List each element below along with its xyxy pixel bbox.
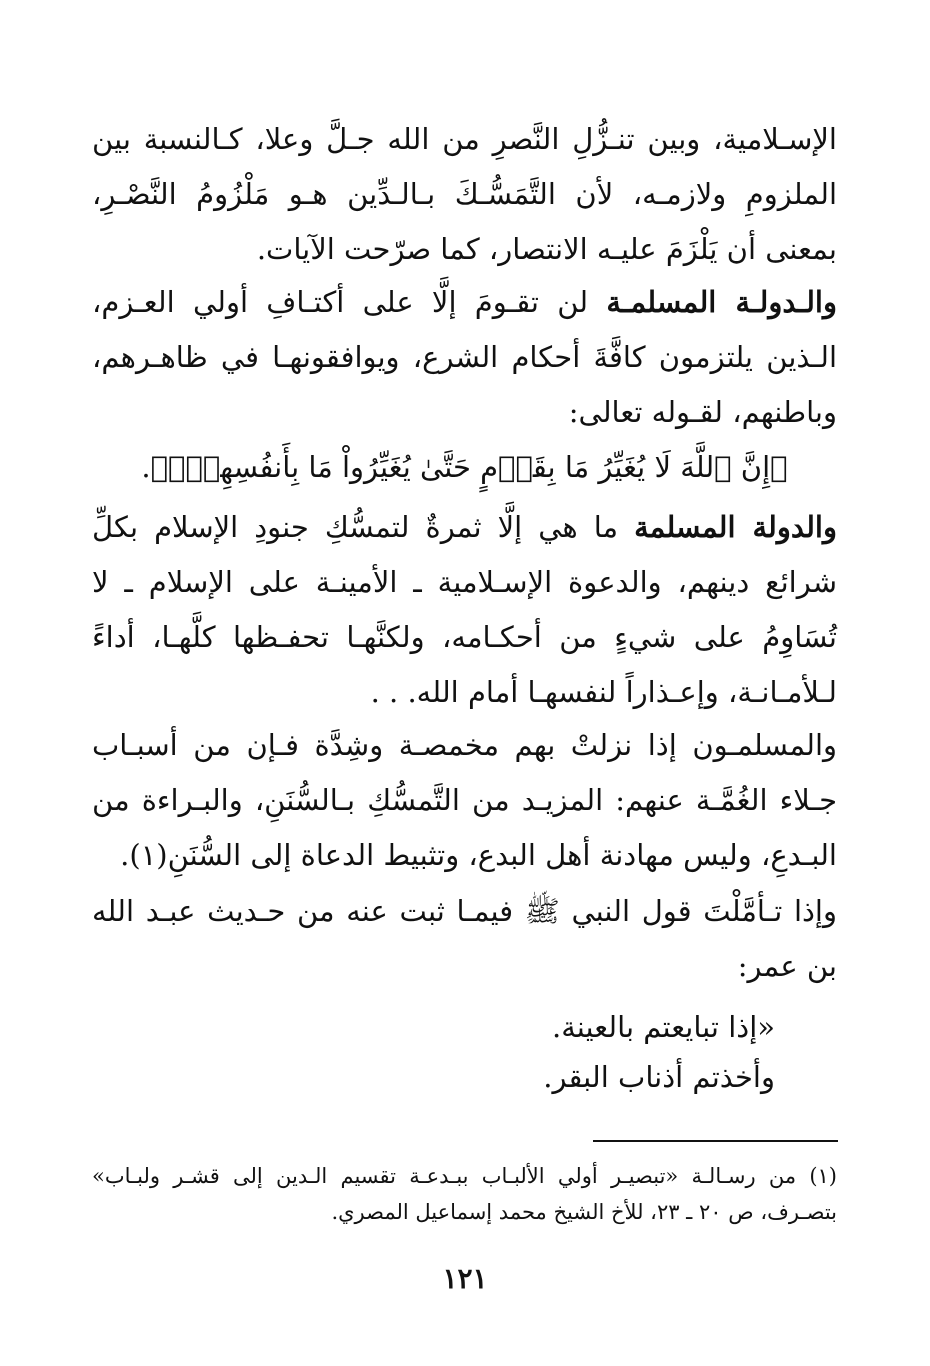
- paragraph-1: الإسـلامية، وبين تنـزُّلِ النَّصرِ من الله جـلَّ وعلا، كـالنسبة بين الملزومِ ولازمـه، لأن التَّمَسُّـكَ بـالـدِّين هـو مَلْزُومُ النَّصْـرِ، بمعنى أن يَلْزَمَ عليـه الانتصار، كما صرّحت الآيات.: [92, 122, 837, 266]
- paragraph-2: [92, 275, 837, 440]
- paragraph-2-lead: والـدولـة المسلمـة: [606, 285, 837, 319]
- footnote: (١) من رسـالـة «تبصيـر أولي الألبـاب ببـدعـة تقسيم الـدين إلى قشـر ولبـاب» بتصـرف، ص ٢٠ ـ ٢٣، للأخ الشيخ محمد إسماعيل المصري.: [92, 1164, 837, 1224]
- paragraph-3: [92, 500, 837, 720]
- quran-verse: ﴿إِنَّ ٱللَّهَ لَا يُغَيِّرُ مَا بِقَوۡمٍ حَتَّىٰ يُغَيِّرُواْ مَا بِأَنفُسِهِمۡۗ﴾.: [141, 450, 788, 484]
- footnote-divider: [593, 1140, 838, 1142]
- page-number: ١٢١: [442, 1262, 488, 1295]
- hadith-line-1: «إذا تبايعتم بالعينة.: [552, 1010, 775, 1044]
- paragraph-2-body: لن تقـومَ إلَّا على أكتـافِ أولي العـزم، الـذين يلتزمون كافَّةَ أحكام الشرع، ويوافقونهـا في ظاهـرهم، وباطنهم، لقـوله تعالى:: [92, 285, 837, 429]
- paragraph-5: وإذا تـأمَّلْتَ قول النبي ﷺ فيمـا ثبت عنه من حـديث عبـد الله بن عمر:: [92, 894, 837, 983]
- paragraph-3-lead: والدولة المسلمة: [634, 510, 837, 544]
- hadith-line-2: وأخذتم أذناب البقر.: [543, 1060, 775, 1094]
- paragraph-3-body: ما هي إلَّا ثمرةٌ لتمسُّكِ جنودِ الإسلام بكلِّ شرائع دينهم، والدعوة الإسـلامية ـ الأمينـة على الإسلام ـ لا تُسَاوِمُ على شيءٍ من أحكـامه، ولكنَّهـا تحفـظها كلَّهـا، أداءً لـلأمـانـة، وإعـذاراً لنفسهـا أمام الله. . .: [92, 510, 837, 709]
- paragraph-4: والمسلمـون إذا نزلتْ بهم مخمصـة وشِدَّة فـإن من أسبـاب جـلاء الغُمَّـة عنهم: المزيـد من التَّمسُّكِ بـالسُّنَنِ، والبـراءة من البـدعِ، وليس مهادنة أهل البدع، وتثبيط الدعاة إلى السُّنَنِ(١).: [92, 728, 837, 872]
